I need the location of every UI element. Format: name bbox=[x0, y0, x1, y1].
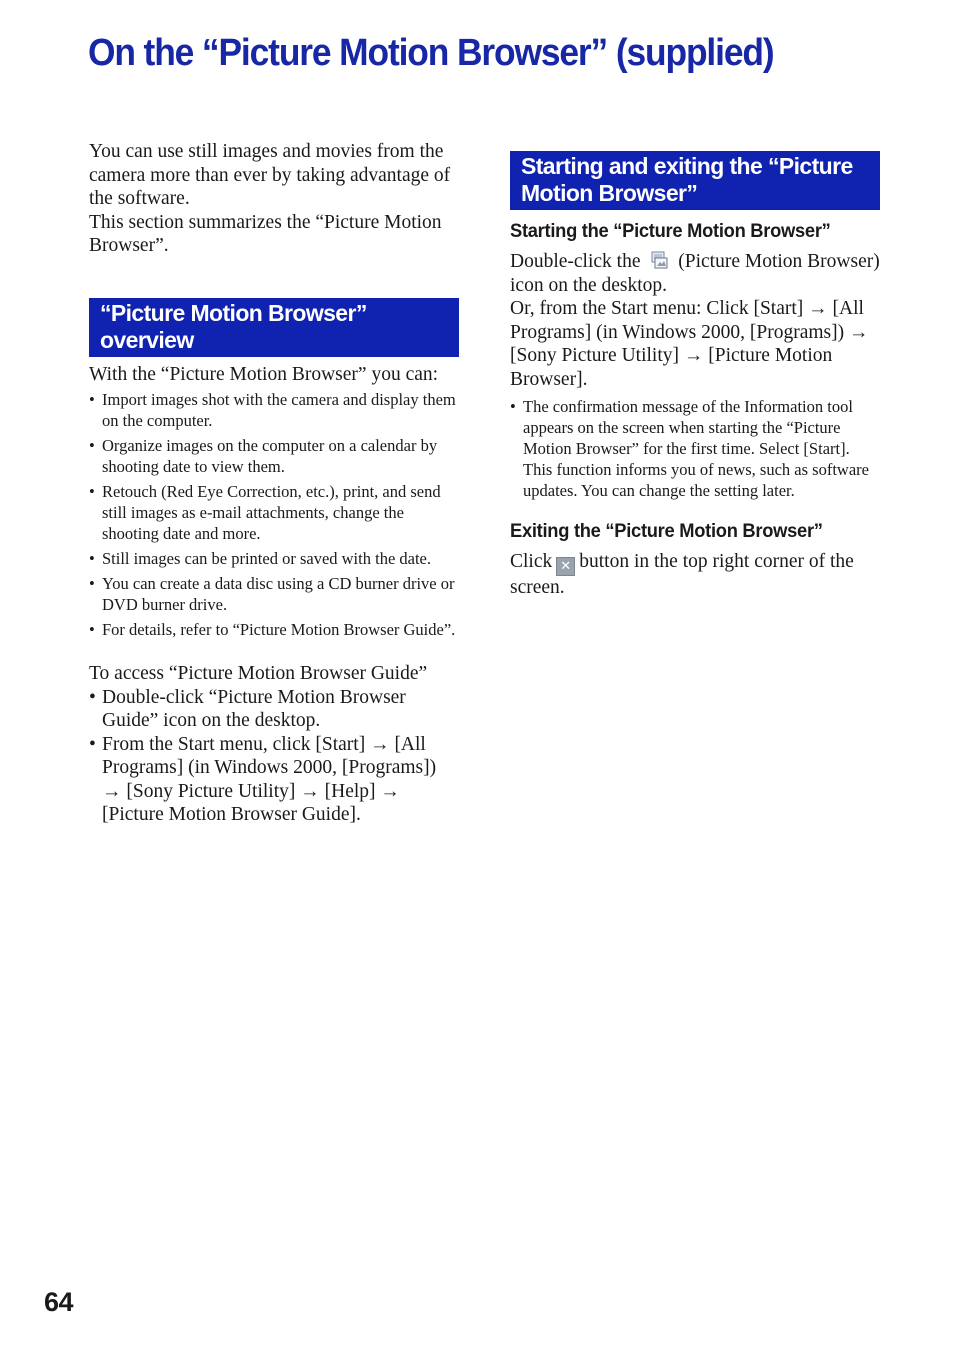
overview-heading-bar bbox=[89, 298, 459, 357]
starting-exiting-heading: Starting and exiting the “Picture Motion Browser” bbox=[521, 153, 853, 206]
start-paragraph-2: Or, from the Start menu: Click [Start] → [All Programs] (in Windows 2000, [Programs]) → [Sony Picture Utility] → [Picture Motion Browser]. bbox=[510, 298, 869, 390]
start-paragraph bbox=[510, 250, 880, 297]
right-column bbox=[510, 151, 880, 600]
starting-subhead-text: Starting the “Picture Motion Browser” bbox=[510, 220, 831, 242]
overview-lead: With the “Picture Motion Browser” you can: bbox=[89, 363, 439, 385]
picture-motion-browser-icon bbox=[649, 250, 669, 270]
list-item: • For details, refer to “Picture Motion Browser Guide”. bbox=[89, 619, 459, 640]
intro-paragraph-2: This section summarizes the “Picture Motion Browser”. bbox=[89, 211, 442, 256]
list-item: • Import images shot with the camera and display them on the computer. bbox=[89, 389, 459, 431]
overview-list bbox=[89, 389, 459, 640]
exit-text-after-icon: button in the top right corner of the screen. bbox=[510, 551, 854, 598]
starting-exiting-heading-bar bbox=[510, 151, 880, 210]
access-list bbox=[89, 686, 459, 827]
exit-text-before-icon: Click bbox=[510, 551, 553, 572]
page-number: 64 bbox=[44, 1287, 74, 1317]
list-item: • The confirmation message of the Information tool appears on the screen when starting the “Picture Motion Browser” for the first time. Select [Start]. This function informs you of news, such as software updates. You can change the setting later. bbox=[510, 396, 880, 501]
list-item: • Double-click “Picture Motion Browser Guide” icon on the desktop. bbox=[89, 686, 459, 733]
exiting-subhead-text: Exiting the “Picture Motion Browser” bbox=[510, 520, 823, 542]
overview-heading: “Picture Motion Browser” overview bbox=[100, 299, 367, 353]
access-lead: To access “Picture Motion Browser Guide” bbox=[89, 663, 428, 684]
exit-paragraph bbox=[510, 550, 880, 600]
list-item: • From the Start menu, click [Start] → [All Programs] (in Windows 2000, [Programs]) → [Sony Picture Utility] → [Help] → [Picture Motion Browser Guide]. bbox=[89, 733, 459, 827]
close-icon: ✕ bbox=[556, 557, 575, 576]
start-text-after-icon: (Picture Motion Browser) icon on the desktop. bbox=[510, 251, 880, 296]
list-item: • You can create a data disc using a CD burner drive or DVD burner drive. bbox=[89, 573, 459, 615]
exiting-subhead bbox=[510, 519, 880, 543]
start-text-before-icon: Double-click the bbox=[510, 251, 641, 272]
page-title: On the “Picture Motion Browser” (supplied) bbox=[88, 32, 774, 74]
start-notes bbox=[510, 396, 880, 501]
list-item: • Still images can be printed or saved with the date. bbox=[89, 548, 459, 569]
list-item: • Retouch (Red Eye Correction, etc.), print, and send still images as e-mail attachments, change the shooting date and more. bbox=[89, 481, 459, 544]
starting-subhead bbox=[510, 219, 880, 243]
intro-paragraph: You can use still images and movies from the camera more than ever by taking advantage of the software. bbox=[89, 141, 451, 209]
list-item: • Organize images on the computer on a calendar by shooting date to view them. bbox=[89, 435, 459, 477]
left-column bbox=[89, 140, 459, 827]
